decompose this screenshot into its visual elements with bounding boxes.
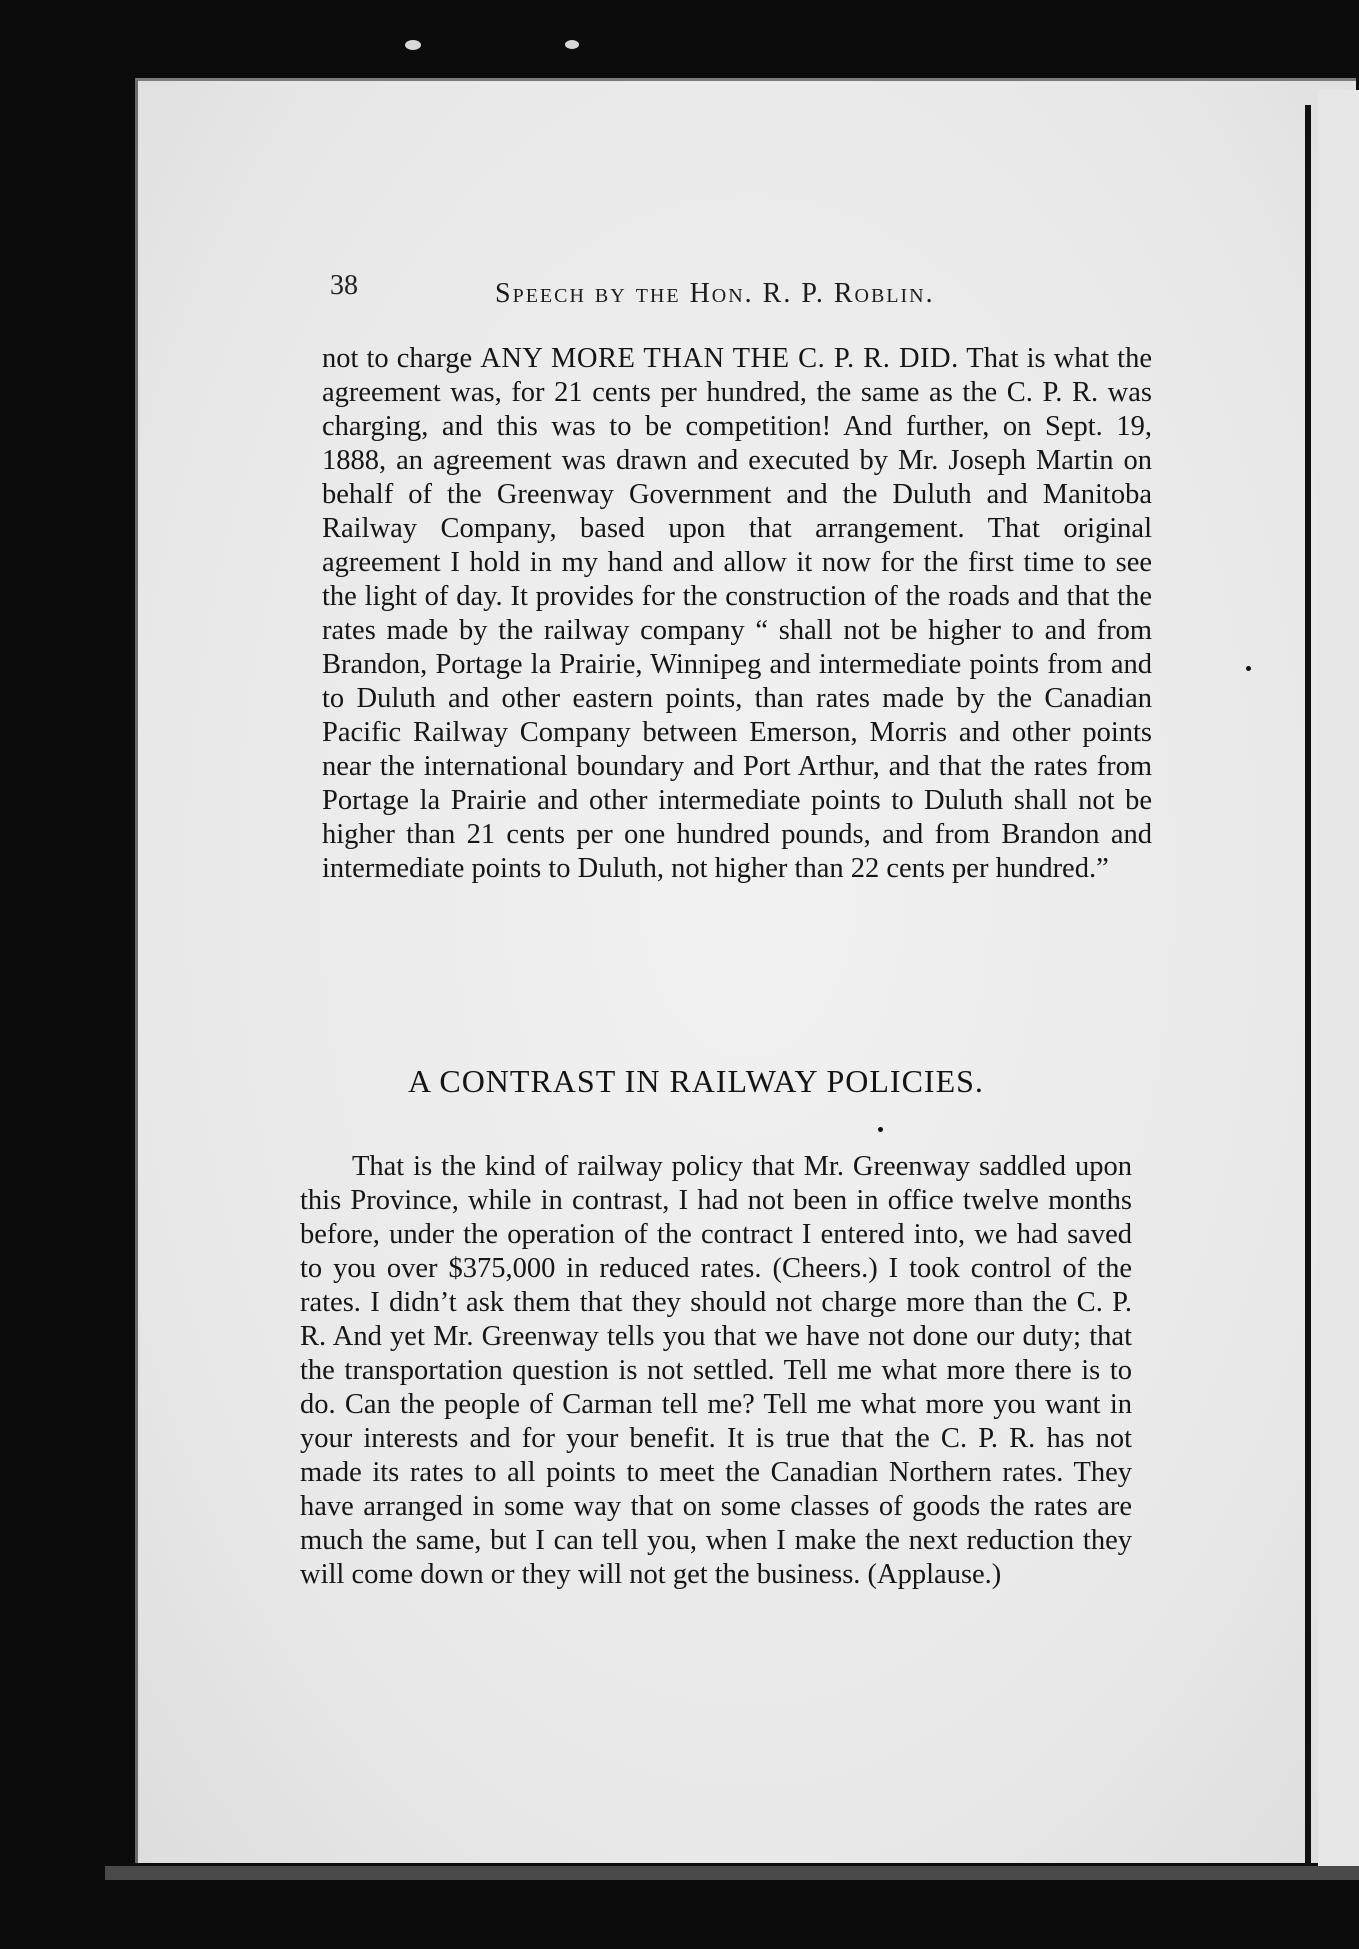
ink-speck [1246,666,1251,671]
page-number: 38 [330,270,358,301]
page-bottom-edge [105,1866,1359,1880]
binding-edge [1305,105,1311,1865]
facing-page-edge [1318,90,1359,1880]
body-paragraph-1 [322,342,1152,886]
scan-speck [405,40,421,50]
scan-speck [565,40,579,49]
body-paragraph-2: That is the kind of railway policy that Mr. Greenway saddled upon this Province, while in contrast, I had not been in office twelve months before, under the operation of the contract I entered into, we had saved to you over $375,000 in reduced rates. (Cheers.) I took control of the rates. I didn’t ask them that they should not charge more than the C. P. R. And yet Mr. Greenway tells you that we have not done our duty; that the transportation question is not settled. Tell me what more there is to do. Can the people of Carman tell me? Tell me what more you want in your interests and for your benefit. It is true that the C. P. R. has not made its rates to all points to meet the Canadian Northern rates. They have arranged in some way that on some classes of goods the rates are much the same, but I can tell you, when I make the next reduction they will come down or they will not get the business. (Applause.) [300,1151,1132,1590]
ink-speck [878,1127,883,1132]
paragraph-1-lead: not to charge [322,343,481,374]
paragraph-1-rest: That is what the agreement was, for 21 cents per hundred, the same as the C. P. R. was charging, and this was to be competition! And further, on Sept. 19, 1888, an agreement was drawn and executed by Mr. Joseph Martin on behalf of the Greenway Government and the Duluth and Manitoba Railway Company, based upon that arrangement. That original agreement I hold in my hand and allow it now for the first time to see the light of day. It provides for the construction of the roads and that the rates made by the railway company “ shall not be higher to and from Brandon, Portage la Prairie, Winnipeg and intermediate points from and to Duluth and other eastern points, than rates made by the Canadian Pacific Railway Company between Emerson, Morris and other points near the international boundary and Port Arthur, and that the rates from Portage la Prairie and other intermediate points to Duluth shall not be higher than 21 cents per one hundred pounds, and from Brandon and intermediate points to Duluth, not higher than 22 cents per hundred.” [322,343,1152,884]
paragraph-1-emphasis: ANY MORE THAN THE C. P. R. DID. [480,343,959,374]
running-head: Speech by the Hon. R. P. Roblin. [495,278,935,309]
section-heading: A CONTRAST IN RAILWAY POLICIES. [408,1063,984,1099]
